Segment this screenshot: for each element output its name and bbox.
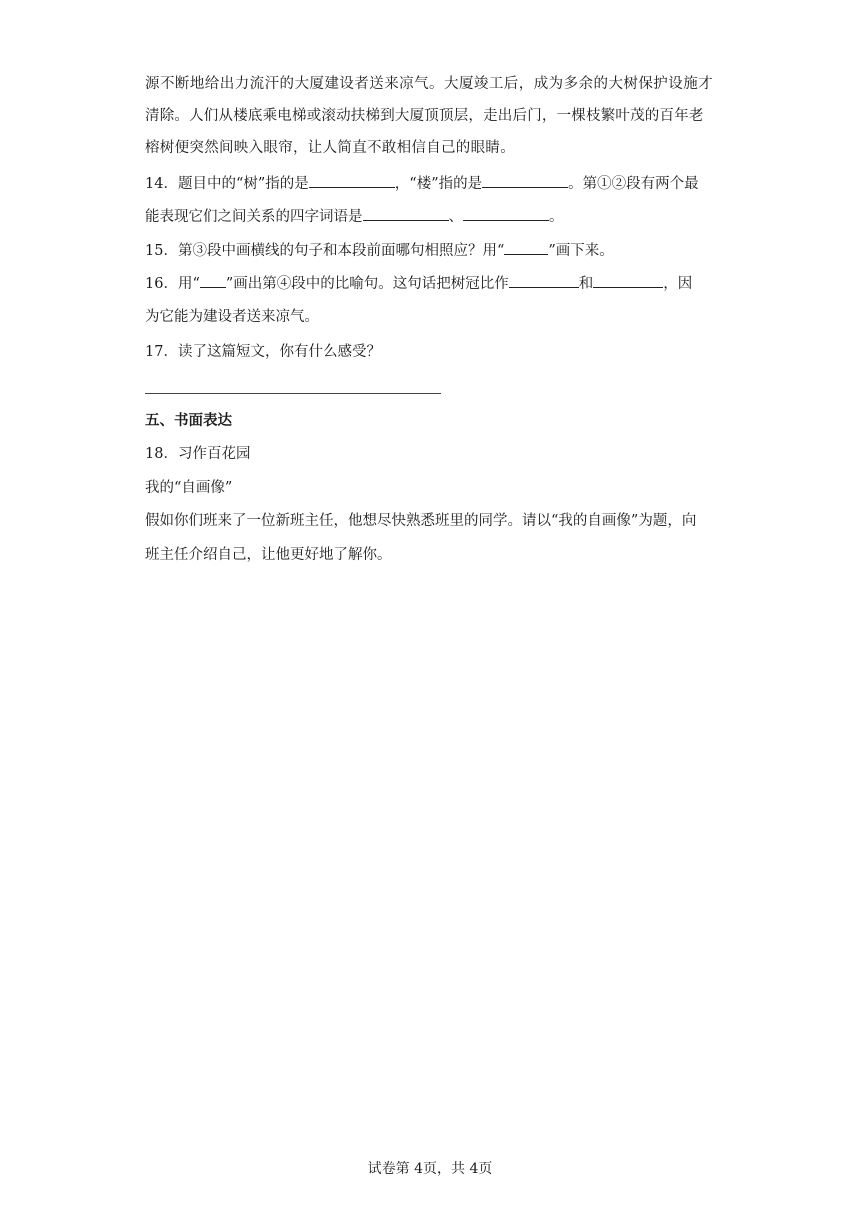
question-18: 18．习作百花园: [145, 446, 251, 462]
answer-blank[interactable]: [309, 173, 395, 188]
answer-blank[interactable]: [593, 273, 663, 288]
answer-blank[interactable]: [509, 273, 579, 288]
essay-prompt-line-1: 假如你们班来了一位新班主任，他想尽快熟悉班里的同学。请以“我的自画像”为题，向: [145, 513, 697, 529]
question-16-line-2: 为它能为建设者送来凉气。: [145, 309, 319, 325]
passage-line-3: 榕树便突然间映入眼帘，让人简直不敢相信自己的眼睛。: [145, 140, 515, 156]
question-15: 15．第③段中画横线的句子和本段前面哪句相照应？用“ ”画下来。: [145, 240, 720, 261]
essay-title: 我的“自画像”: [145, 480, 233, 496]
answer-blank[interactable]: [200, 273, 226, 288]
section-5-heading: 五、书面表达: [145, 412, 232, 429]
passage-line-1: 源不断地给出力流汗的大厦建设者送来凉气。大厦竣工后，成为多余的大树保护设施才: [145, 76, 714, 92]
question-17: 17．读了这篇短文，你有什么感受？: [145, 344, 381, 360]
answer-line[interactable]: [145, 393, 441, 394]
answer-blank[interactable]: [463, 206, 549, 221]
question-14-line-2: 能表现它们之间关系的四字词语是 、 。: [145, 206, 720, 227]
question-16-line-1: 16．用“ ”画出第④段中的比喻句。这句话把树冠比作 和 ，因: [145, 273, 720, 294]
answer-blank[interactable]: [504, 240, 548, 255]
question-14-line-1: 14．题目中的“树”指的是 ，“楼”指的是 。第①②段有两个最: [145, 173, 720, 194]
answer-blank[interactable]: [363, 206, 449, 221]
essay-prompt-line-2: 班主任介绍自己，让他更好地了解你。: [145, 547, 392, 563]
answer-blank[interactable]: [482, 173, 568, 188]
page-footer: 试卷第 4页，共 4页: [367, 1161, 493, 1177]
passage-line-2: 清除。人们从楼底乘电梯或滚动扶梯到大厦顶顶层，走出后门，一棵枝繁叶茂的百年老: [145, 108, 704, 124]
